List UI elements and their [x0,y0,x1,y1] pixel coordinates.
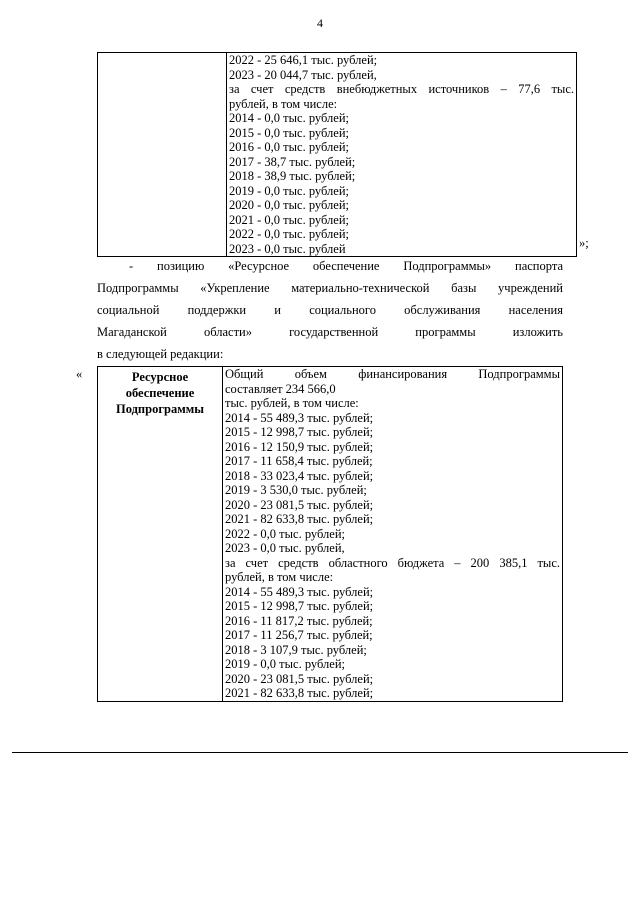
label-line: обеспечение [125,386,195,400]
resource-support-value-cell [223,367,563,702]
table-line: тыс. рублей, в том числе: [225,396,359,410]
table-line: за счет средств внебюджетных источников – 77,6 тыс. [229,82,574,96]
paragraph-line: Магаданской области» государственной программы изложить [97,325,563,339]
table-line: 2018 - 3 107,9 тыс. рублей; [225,642,367,657]
table-line: 2016 - 12 150,9 тыс. рублей; [225,439,374,454]
table-line: 2022 - 25 646,1 тыс. рублей; [229,53,378,67]
table-line: 2016 - 0,0 тыс. рублей; [229,140,349,154]
table-line: 2021 - 82 633,8 тыс. рублей; [225,512,374,526]
table-line: составляет 234 566,0 [225,381,336,396]
table-line: 2019 - 0,0 тыс. рублей; [229,183,349,198]
paragraph-line: социальной поддержки и социального обслуживания населения [97,303,563,317]
table-line: 2022 - 0,0 тыс. рублей; [225,526,345,541]
table-line: 2014 - 0,0 тыс. рублей; [229,111,349,125]
table-line: за счет средств областного бюджета – 200 385,1 тыс. [225,555,560,570]
resource-support-label-cell [98,367,223,702]
table-line: 2017 - 11 658,4 тыс. рублей; [225,454,373,468]
table-line: 2020 - 23 081,5 тыс. рублей; [225,497,374,512]
table-line: 2022 - 0,0 тыс. рублей; [229,227,349,241]
table-line: рублей, в том числе: [229,96,338,111]
table-line: 2015 - 12 998,7 тыс. рублей; [225,599,374,613]
table-line: 2016 - 11 817,2 тыс. рублей; [225,613,373,628]
table-line: 2015 - 0,0 тыс. рублей; [229,125,349,140]
table-line: 2020 - 23 081,5 тыс. рублей; [225,671,374,686]
closing-quote: »; [579,236,589,250]
table-line: 2023 - 0,0 тыс. рублей [229,241,346,256]
funding-table-continuation [97,52,577,257]
table-line: 2018 - 38,9 тыс. рублей; [229,169,356,183]
paragraph-line: Подпрограммы «Укрепление материально-технической базы учреждений [97,281,563,295]
opening-quote: « [76,367,83,381]
table-line: 2018 - 33 023,4 тыс. рублей; [225,468,374,483]
table-line: 2017 - 38,7 тыс. рублей; [229,154,356,169]
table-label-cell [98,53,227,257]
paragraph-line: - позицию «Ресурсное обеспечение Подпрограммы» паспорта [129,259,563,273]
table-value-cell [227,53,577,257]
table-line: 2015 - 12 998,7 тыс. рублей; [225,425,374,439]
table-line: 2019 - 3 530,0 тыс. рублей; [225,483,367,497]
label-line: Подпрограммы [115,402,204,416]
table-line: 2019 - 0,0 тыс. рублей; [225,657,345,671]
table-line: 2017 - 11 256,7 тыс. рублей; [225,628,373,642]
table-line: 2021 - 0,0 тыс. рублей; [229,212,349,227]
resource-support-table [97,366,563,702]
label-line: Ресурсное [131,370,189,384]
table-line: рублей, в том числе: [225,570,334,584]
table-line: 2014 - 55 489,3 тыс. рублей; [225,410,374,425]
table-line: 2023 - 0,0 тыс. рублей, [225,541,345,555]
table-line: 2021 - 82 633,8 тыс. рублей; [225,686,374,700]
page-number: 4 [317,16,323,30]
paragraph-line: в следующей редакции: [97,347,224,361]
table-line: Общий объем финансирования Подпрограммы [225,367,560,381]
table-line: 2020 - 0,0 тыс. рублей; [229,198,349,212]
table-line: 2023 - 20 044,7 тыс. рублей, [229,67,377,82]
table-line: 2014 - 55 489,3 тыс. рублей; [225,584,374,599]
page-bottom-rule [12,752,628,753]
amendment-paragraph [97,255,563,365]
